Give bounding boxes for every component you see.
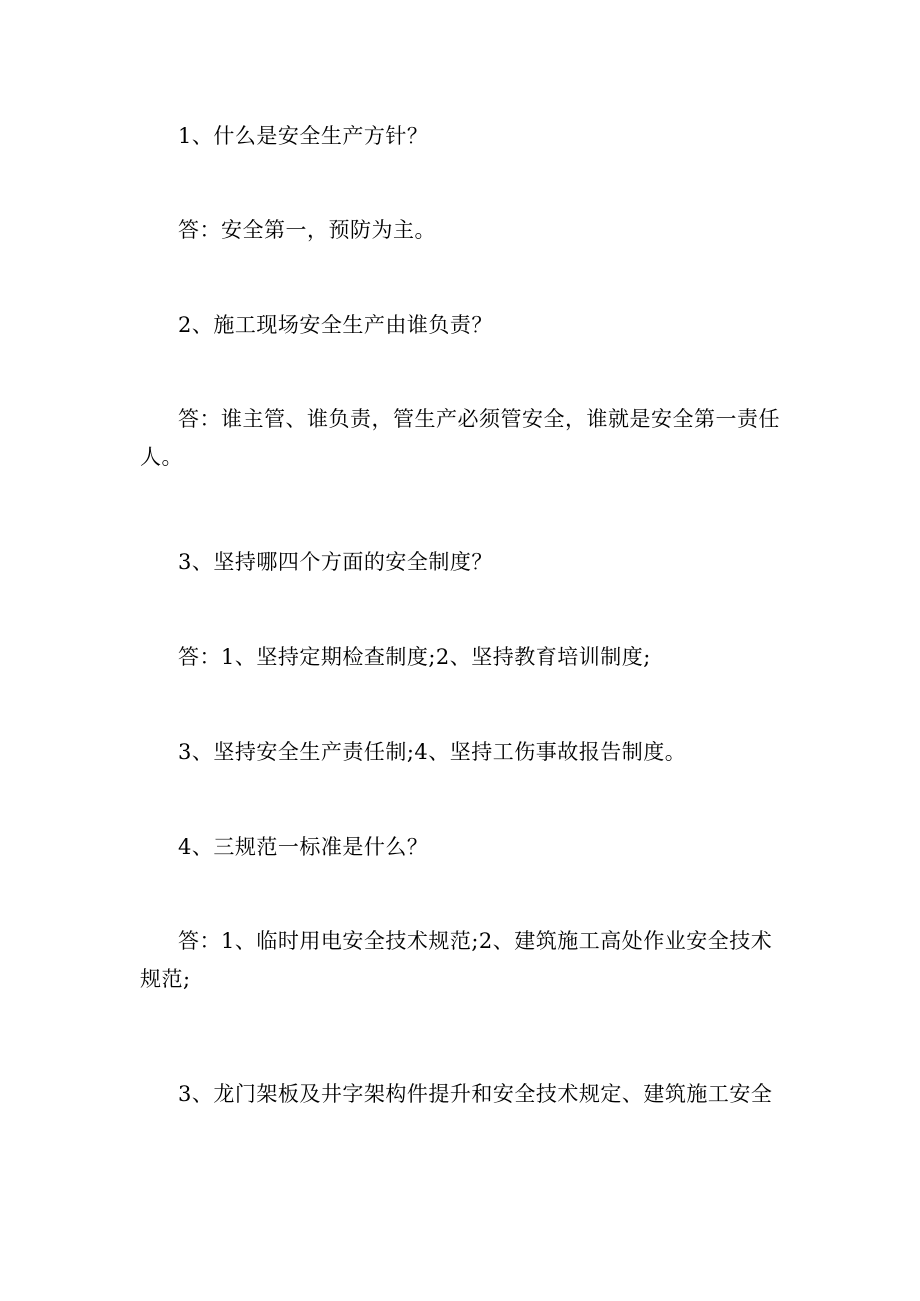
answer-3-part-2: 3、坚持安全生产责任制;4、坚持工伤事故报告制度。 [178,740,687,764]
answer-1: 答：安全第一，预防为主。 [178,218,436,242]
question-4: 4、三规范一标准是什么？ [178,835,429,859]
answer-2: 答：谁主管、谁负责，管生产必须管安全，谁就是安全第一责任人。 [140,407,780,469]
answer-3-part-1: 答：1、坚持定期检查制度;2、坚持教育培训制度; [178,645,651,669]
question-2: 2、施工现场安全生产由谁负责？ [178,313,493,337]
question-3: 3、坚持哪四个方面的安全制度？ [178,550,493,574]
answer-4-part-2: 3、龙门架板及井字架构件提升和安全技术规定、建筑施工安全 [178,1082,773,1106]
question-1: 1、什么是安全生产方针？ [178,124,429,148]
answer-4-part-1: 答：1、临时用电安全技术规范;2、建筑施工高处作业安全技术规范; [140,929,773,991]
